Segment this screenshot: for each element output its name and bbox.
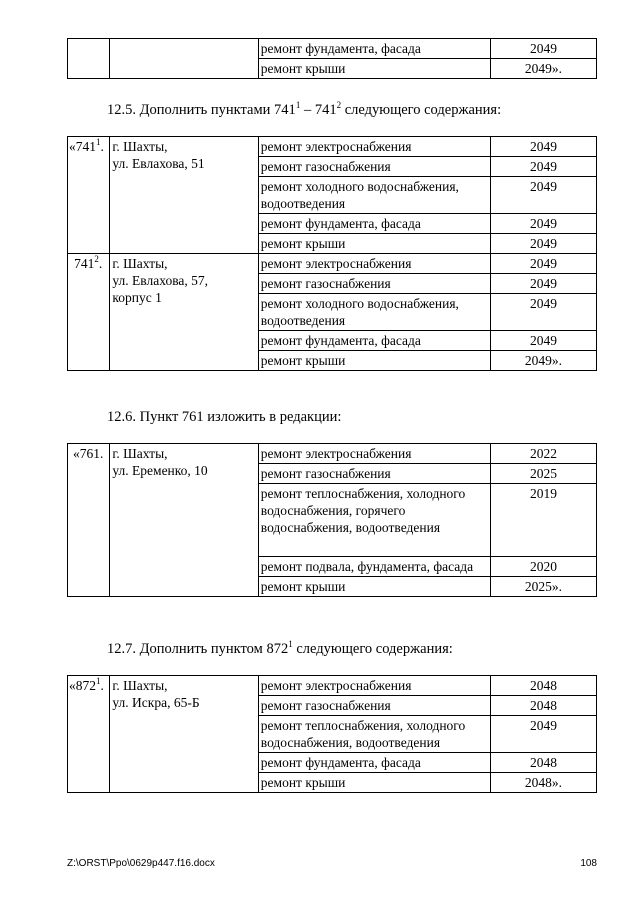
work-cell: ремонт подвала, фундамента, фасада (258, 557, 490, 577)
address-cell (110, 39, 258, 79)
table-872 (67, 675, 597, 793)
year-cell: 2048 (490, 676, 596, 696)
work-cell: ремонт крыши (258, 234, 490, 254)
item-number: «741 (69, 139, 96, 154)
work-cell: ремонт газоснабжения (258, 157, 490, 177)
item-number: «872 (69, 678, 96, 693)
year-cell: 2049 (490, 331, 596, 351)
work-cell: ремонт теплоснабжения, холодного водоснабжения, водоотведения (258, 716, 490, 753)
heading-text: – 741 (300, 102, 337, 118)
table-row (68, 676, 597, 696)
work-cell: ремонт крыши (258, 773, 490, 793)
year-cell: 2019 (490, 484, 596, 557)
address-line: ул. Евлахова, 51 (112, 156, 205, 171)
work-cell: ремонт фундамента, фасада (258, 753, 490, 773)
address-line: ул. Евлахова, 57, (112, 273, 209, 288)
superscript: 2 (94, 254, 99, 264)
superscript: 2 (336, 100, 342, 110)
item-number-suffix: . (98, 256, 103, 271)
heading-text: следующего содержания: (341, 102, 502, 118)
work-cell: ремонт крыши (258, 577, 490, 597)
address-cell (110, 676, 258, 793)
superscript: 1 (295, 100, 301, 110)
table-row (68, 39, 597, 59)
work-cell: ремонт холодного водоснабжения, водоотведения (258, 294, 490, 331)
table-row (68, 444, 597, 464)
address-line: г. Шахты, (112, 446, 168, 461)
number-cell: «761. (68, 444, 110, 597)
heading-text: 12.7. Дополнить пунктом 872 (107, 641, 289, 657)
work-cell: ремонт фундамента, фасада (258, 39, 490, 59)
number-cell (68, 39, 110, 79)
work-cell: ремонт крыши (258, 59, 490, 79)
table-761 (67, 443, 597, 597)
year-cell: 2049 (490, 157, 596, 177)
address-line: ул. Искра, 65-Б (112, 695, 200, 710)
work-cell: ремонт газоснабжения (258, 696, 490, 716)
item-number-suffix: . (100, 139, 104, 154)
year-cell: 2048 (490, 753, 596, 773)
section-12-7-heading (107, 640, 453, 658)
work-cell: ремонт электроснабжения (258, 137, 490, 157)
work-cell: ремонт холодного водоснабжения, водоотведения (258, 177, 490, 214)
work-cell: ремонт теплоснабжения, холодного водоснабжения, горячего водоснабжения, водоотведения (258, 484, 490, 557)
address-line: г. Шахты, (112, 256, 168, 271)
section-12-5-heading (107, 101, 501, 119)
work-cell: ремонт крыши (258, 351, 490, 371)
superscript: 1 (288, 639, 293, 649)
year-cell: 2049». (490, 59, 596, 79)
year-cell: 2048». (490, 773, 596, 793)
address-line: г. Шахты, (112, 139, 168, 154)
work-cell: ремонт газоснабжения (258, 464, 490, 484)
heading-text: 12.5. Дополнить пунктами 741 (107, 102, 296, 118)
address-line: корпус 1 (112, 290, 162, 305)
year-cell: 2025 (490, 464, 596, 484)
year-cell: 2022 (490, 444, 596, 464)
heading-text: следующего содержания: (292, 641, 453, 657)
year-cell: 2049 (490, 294, 596, 331)
work-cell: ремонт фундамента, фасада (258, 214, 490, 234)
section-12-6-heading: 12.6. Пункт 761 изложить в редакции: (107, 409, 342, 425)
address-line: ул. Еременко, 10 (112, 463, 208, 478)
footer-page-number: 108 (580, 858, 597, 869)
work-cell: ремонт электроснабжения (258, 254, 490, 274)
address-line: г. Шахты, (112, 678, 168, 693)
year-cell: 2049 (490, 137, 596, 157)
year-cell: 2049 (490, 254, 596, 274)
number-cell (68, 137, 110, 254)
address-cell (110, 137, 258, 254)
year-cell: 2049 (490, 214, 596, 234)
year-cell: 2049 (490, 177, 596, 214)
superscript: 1 (96, 137, 101, 147)
work-cell: ремонт электроснабжения (258, 676, 490, 696)
table-741 (67, 136, 597, 371)
year-cell: 2049 (490, 274, 596, 294)
table-row (68, 254, 597, 274)
continuation-table (67, 38, 597, 79)
address-cell (110, 444, 258, 597)
address-cell (110, 254, 258, 371)
year-cell: 2049». (490, 351, 596, 371)
number-cell (68, 676, 110, 793)
footer-file-path: Z:\ORST\Ppo\0629p447.f16.docx (67, 858, 215, 869)
work-cell: ремонт газоснабжения (258, 274, 490, 294)
work-cell: ремонт фундамента, фасада (258, 331, 490, 351)
item-number-suffix: . (100, 678, 104, 693)
item-number: 741 (74, 256, 95, 271)
superscript: 1 (96, 676, 101, 686)
table-row (68, 137, 597, 157)
year-cell: 2049 (490, 234, 596, 254)
year-cell: 2049 (490, 39, 596, 59)
number-cell (68, 254, 110, 371)
year-cell: 2049 (490, 716, 596, 753)
year-cell: 2048 (490, 696, 596, 716)
year-cell: 2020 (490, 557, 596, 577)
year-cell: 2025». (490, 577, 596, 597)
work-cell: ремонт электроснабжения (258, 444, 490, 464)
